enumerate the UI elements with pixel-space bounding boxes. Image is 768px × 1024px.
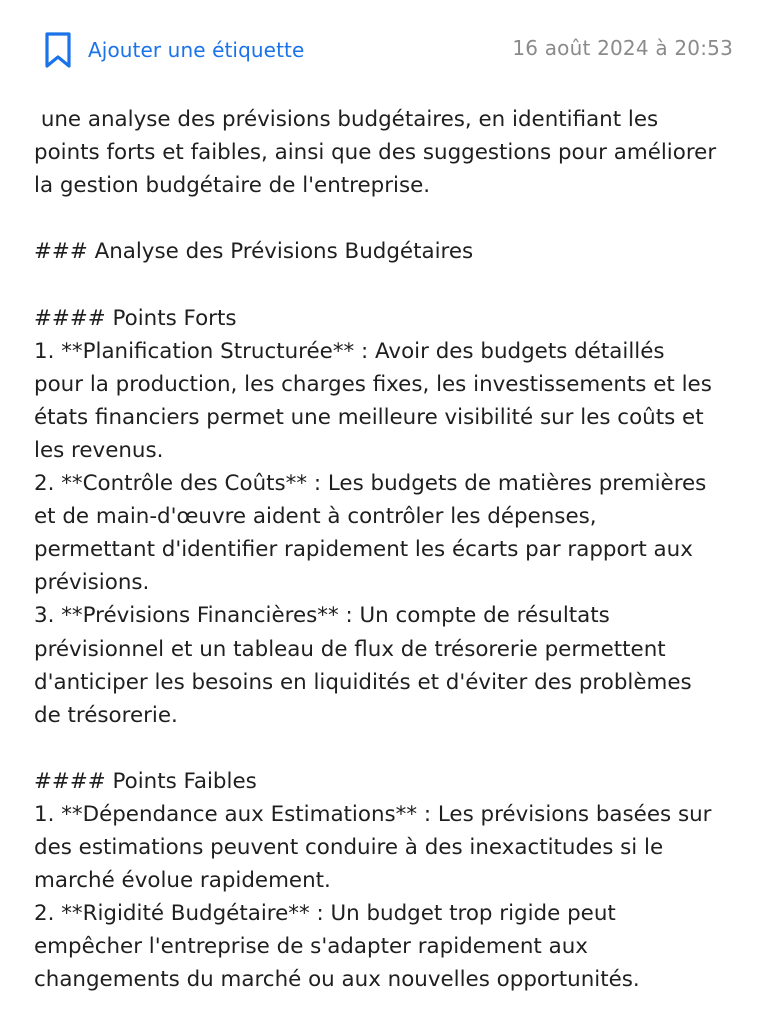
note-header: [0, 0, 768, 100]
add-tag-button[interactable]: [40, 28, 304, 72]
note-timestamp: 16 août 2024 à 20:53: [512, 36, 733, 60]
bookmark-icon: [40, 28, 76, 72]
note-text-editor[interactable]: une analyse des prévisions budgétaires, en identifiant les points forts et faibles, ainsi que des suggestions pour améliorer la gestion budgétaire de l'entreprise. ### Analyse des Prévisions Budgétaires #### Points Forts 1. **Planification Structurée** : Avoir des budgets détaillés pour la production, les charges fixes, les investissements et les états financiers permet une meilleure visibilité sur les coûts et les revenus. 2. **Contrôle des Coûts** : Les budgets de matières premières et de main-d'œuvre aident à contrôler les dépenses, permettant d'identifier rapidement les écarts par rapport aux prévisions. 3. **Prévisions Financières** : Un compte de résultats prévisionnel et un tableau de flux de trésorerie permettent d'anticiper les besoins en liquidités et d'éviter des problèmes de trésorerie. #### Points Faibles 1. **Dépendance aux Estimations** : Les prévisions basées sur des estimations peuvent conduire à des inexactitudes si le marché évolue rapidement. 2. **Rigidité Budgétaire** : Un budget trop rigide peut empêcher l'entreprise de s'adapter rapidement aux changements du marché ou aux nouvelles opportunités.: [34, 107, 717, 993]
add-tag-label: Ajouter une étiquette: [88, 38, 305, 62]
